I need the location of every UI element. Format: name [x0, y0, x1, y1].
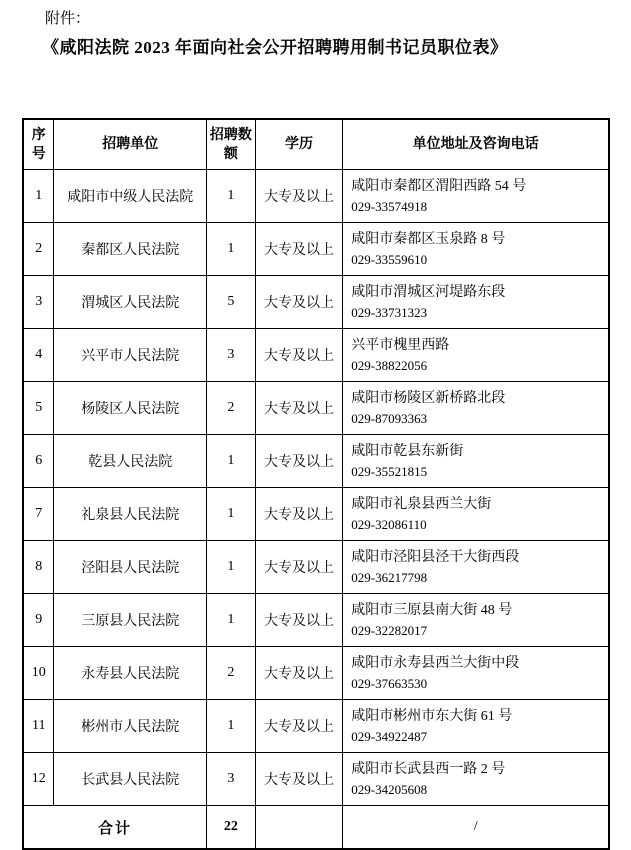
education-requirement: 大专及以上: [255, 753, 343, 806]
row-serial-number: 8: [23, 541, 54, 594]
table-row: [23, 753, 609, 806]
table-header-row: [23, 119, 609, 170]
table-row: [23, 541, 609, 594]
row-serial-number: 5: [23, 382, 54, 435]
recruiting-unit: 咸阳市中级人民法院: [54, 170, 207, 223]
address-phone-cell: [343, 382, 609, 435]
contact-phone: 029-35521815: [351, 463, 428, 479]
unit-address: 咸阳市泾阳县泾干大街西段: [351, 549, 520, 565]
header-address-phone: 单位地址及咨询电话: [343, 119, 609, 170]
recruiting-unit: 杨陵区人民法院: [54, 382, 207, 435]
recruiting-unit: 兴平市人民法院: [54, 329, 207, 382]
address-phone-cell: [343, 223, 609, 276]
unit-address: 咸阳市秦都区渭阳西路 54 号: [351, 178, 527, 194]
unit-address: 咸阳市渭城区河堤路东段: [351, 284, 506, 300]
table-row: [23, 276, 609, 329]
unit-address: 咸阳市乾县东新街: [351, 443, 464, 459]
recruit-count: 1: [207, 594, 255, 647]
table-row: [23, 594, 609, 647]
recruiting-unit: 渭城区人民法院: [54, 276, 207, 329]
contact-phone: 029-38822056: [351, 357, 428, 373]
education-requirement: 大专及以上: [255, 276, 343, 329]
unit-address: 咸阳市秦都区玉泉路 8 号: [351, 231, 506, 247]
recruit-count: 1: [207, 435, 255, 488]
education-requirement: 大专及以上: [255, 700, 343, 753]
page-title: 《咸阳法院 2023 年面向社会公开招聘聘用制书记员职位表》: [42, 38, 508, 57]
unit-address: 咸阳市长武县西一路 2 号: [351, 761, 506, 777]
row-serial-number: 4: [23, 329, 54, 382]
recruiting-unit: 长武县人民法院: [54, 753, 207, 806]
row-serial-number: 12: [23, 753, 54, 806]
recruiting-unit: 泾阳县人民法院: [54, 541, 207, 594]
job-positions-table: [22, 118, 610, 850]
row-serial-number: 9: [23, 594, 54, 647]
table-row: [23, 329, 609, 382]
total-row: [23, 806, 609, 850]
header-recruiting-unit: 招聘单位: [54, 119, 207, 170]
recruit-count: 3: [207, 329, 255, 382]
contact-phone: 029-37663530: [351, 675, 428, 691]
table-row: [23, 647, 609, 700]
total-label: 合计: [23, 806, 207, 850]
recruiting-unit: 彬州市人民法院: [54, 700, 207, 753]
contact-phone: 029-32086110: [351, 516, 427, 532]
recruit-count: 3: [207, 753, 255, 806]
education-requirement: 大专及以上: [255, 170, 343, 223]
address-phone-cell: [343, 541, 609, 594]
contact-phone: 029-33731323: [351, 304, 428, 320]
recruiting-unit: 秦都区人民法院: [54, 223, 207, 276]
contact-phone: 029-34922487: [351, 728, 428, 744]
address-phone-cell: [343, 753, 609, 806]
education-requirement: 大专及以上: [255, 647, 343, 700]
table-row: [23, 435, 609, 488]
table-row: [23, 700, 609, 753]
contact-phone: 029-36217798: [351, 569, 428, 585]
unit-address: 咸阳市礼泉县西兰大街: [351, 496, 492, 512]
recruiting-unit: 乾县人民法院: [54, 435, 207, 488]
education-requirement: 大专及以上: [255, 435, 343, 488]
row-serial-number: 11: [23, 700, 54, 753]
total-education-cell: [255, 806, 343, 850]
recruit-count: 1: [207, 700, 255, 753]
address-phone-cell: [343, 435, 609, 488]
unit-address: 咸阳市三原县南大街 48 号: [351, 602, 513, 618]
table-row: [23, 382, 609, 435]
unit-address: 咸阳市彬州市东大街 61 号: [351, 708, 513, 724]
contact-phone: 029-32282017: [351, 622, 428, 638]
education-requirement: 大专及以上: [255, 488, 343, 541]
address-phone-cell: [343, 329, 609, 382]
recruit-count: 1: [207, 488, 255, 541]
recruiting-unit: 永寿县人民法院: [54, 647, 207, 700]
recruit-count: 1: [207, 541, 255, 594]
address-phone-cell: [343, 700, 609, 753]
unit-address: 咸阳市永寿县西兰大街中段: [351, 655, 520, 671]
row-serial-number: 6: [23, 435, 54, 488]
contact-phone: 029-34205608: [351, 781, 428, 797]
row-serial-number: 3: [23, 276, 54, 329]
unit-address: 兴平市槐里西路: [351, 337, 450, 353]
education-requirement: 大专及以上: [255, 541, 343, 594]
recruit-count: 1: [207, 223, 255, 276]
table-row: [23, 170, 609, 223]
address-phone-cell: [343, 594, 609, 647]
address-phone-cell: [343, 488, 609, 541]
unit-address: 咸阳市杨陵区新桥路北段: [351, 390, 506, 406]
table-row: [23, 223, 609, 276]
recruiting-unit: 礼泉县人民法院: [54, 488, 207, 541]
contact-phone: 029-33559610: [351, 251, 428, 267]
header-serial-number: 序号: [23, 119, 54, 170]
row-serial-number: 2: [23, 223, 54, 276]
recruiting-unit: 三原县人民法院: [54, 594, 207, 647]
contact-phone: 029-87093363: [351, 410, 428, 426]
education-requirement: 大专及以上: [255, 223, 343, 276]
address-phone-cell: [343, 647, 609, 700]
attachment-label: 附件：: [45, 11, 91, 27]
header-education: 学历: [255, 119, 343, 170]
total-count: 22: [207, 806, 255, 850]
recruit-count: 2: [207, 382, 255, 435]
row-serial-number: 7: [23, 488, 54, 541]
recruit-count: 1: [207, 170, 255, 223]
header-recruit-count: 招聘数额: [207, 119, 255, 170]
address-phone-cell: [343, 276, 609, 329]
contact-phone: 029-33574918: [351, 198, 428, 214]
education-requirement: 大专及以上: [255, 594, 343, 647]
row-serial-number: 10: [23, 647, 54, 700]
recruit-count: 5: [207, 276, 255, 329]
total-address-cell: /: [343, 806, 609, 850]
row-serial-number: 1: [23, 170, 54, 223]
education-requirement: 大专及以上: [255, 329, 343, 382]
recruit-count: 2: [207, 647, 255, 700]
address-phone-cell: [343, 170, 609, 223]
table-row: [23, 488, 609, 541]
education-requirement: 大专及以上: [255, 382, 343, 435]
